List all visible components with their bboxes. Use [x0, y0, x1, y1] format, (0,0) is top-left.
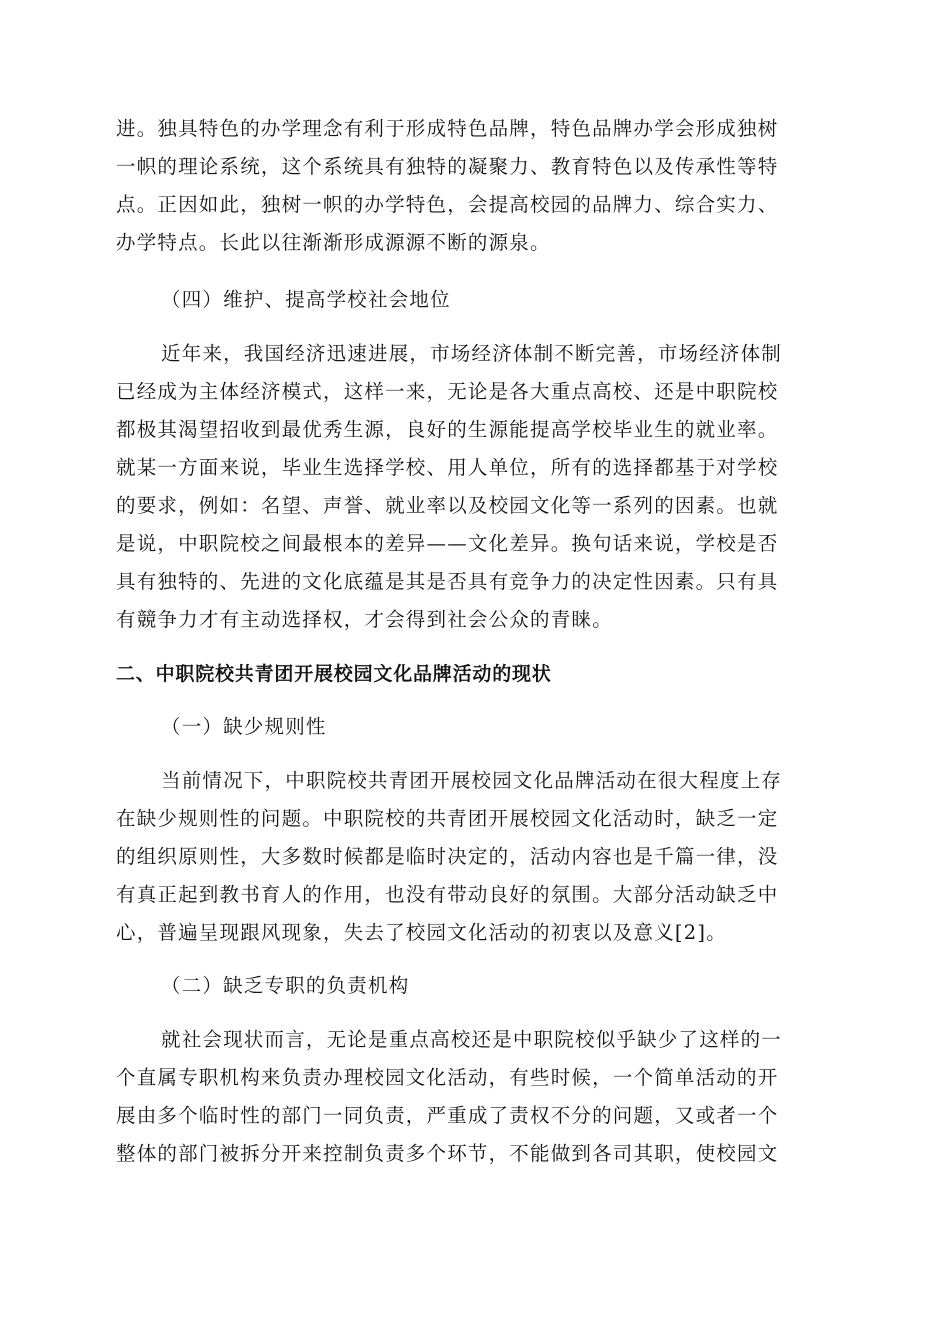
- paragraph-line: 心，普遍呈现跟风现象，失去了校园文化活动的初衷以及意义[2]。: [116, 921, 727, 944]
- paragraph-line: 有真正起到教书育人的作用，也没有带动良好的氛围。大部分活动缺乏中: [116, 883, 779, 906]
- paragraph-line: 个直属专职机构来负责办理校园文化活动，有些时候，一个简单活动的开: [116, 1066, 779, 1089]
- paragraph-line: 一帜的理论系统，这个系统具有独特的凝聚力、教育特色以及传承性等特: [116, 155, 779, 178]
- paragraph-line: 当前情况下，中职院校共青团开展校园文化品牌活动在很大程度上存: [161, 769, 783, 792]
- paragraph-line: 展由多个临时性的部门一同负责，严重成了责权不分的问题，又或者一个: [116, 1104, 779, 1127]
- paragraph-line: 是说，中职院校之间最根本的差异——文化差异。换句话来说，学校是否: [116, 532, 779, 555]
- subheading-4: （四）维护、提高学校社会地位: [161, 288, 451, 311]
- subheading-1: （一）缺少规则性: [161, 715, 327, 738]
- paragraph-3: [116, 762, 836, 952]
- subheading-2: （二）缺乏专职的负责机构: [161, 974, 410, 997]
- paragraph-line: 已经成为主体经济模式，这样一来，无论是各大重点高校、还是中职院校: [116, 380, 779, 403]
- paragraph-line: 近年来，我国经济迅速进展，市场经济体制不断完善，市场经济体制: [161, 342, 783, 365]
- paragraph-line: 都极其渴望招收到最优秀生源，良好的生源能提高学校毕业生的就业率。: [116, 418, 779, 441]
- paragraph-line: 具有独特的、先进的文化底蕴是其是否具有竞争力的决定性因素。只有具: [116, 570, 779, 593]
- paragraph-2: [116, 335, 836, 639]
- paragraph-line: 办学特点。长此以往渐渐形成源源不断的源泉。: [116, 231, 551, 254]
- paragraph-line: 进。独具特色的办学理念有利于形成特色品牌，特色品牌办学会形成独树: [116, 117, 779, 140]
- paragraph-4: [116, 1021, 836, 1173]
- section-heading: 二、中职院校共青团开展校园文化品牌活动的现状: [116, 663, 552, 685]
- paragraph-line: 在缺少规则性的问题。中职院校的共青团开展校园文化活动时，缺乏一定: [116, 807, 779, 830]
- paragraph-line: 就社会现状而言，无论是重点高校还是中职院校似乎缺少了这样的一: [161, 1028, 783, 1051]
- paragraph-line: 的组织原则性，大多数时候都是临时决定的，活动内容也是千篇一律，没: [116, 845, 779, 868]
- paragraph-line: 的要求，例如：名望、声誉、就业率以及校园文化等一系列的因素。也就: [116, 494, 779, 517]
- paragraph-line: 有競争力才有主动选择权，才会得到社会公众的青睐。: [116, 608, 613, 631]
- paragraph-line: 整体的部门被拆分开来控制负责多个环节，不能做到各司其职，使校园文: [116, 1142, 779, 1165]
- paragraph-line: 就某一方面来说，毕业生选择学校、用人单位，所有的选择都基于对学校: [116, 456, 779, 479]
- paragraph-1: [116, 110, 836, 262]
- paragraph-line: 点。正因如此，独树一帜的办学特色，会提高校园的品牌力、综合实力、: [116, 193, 779, 216]
